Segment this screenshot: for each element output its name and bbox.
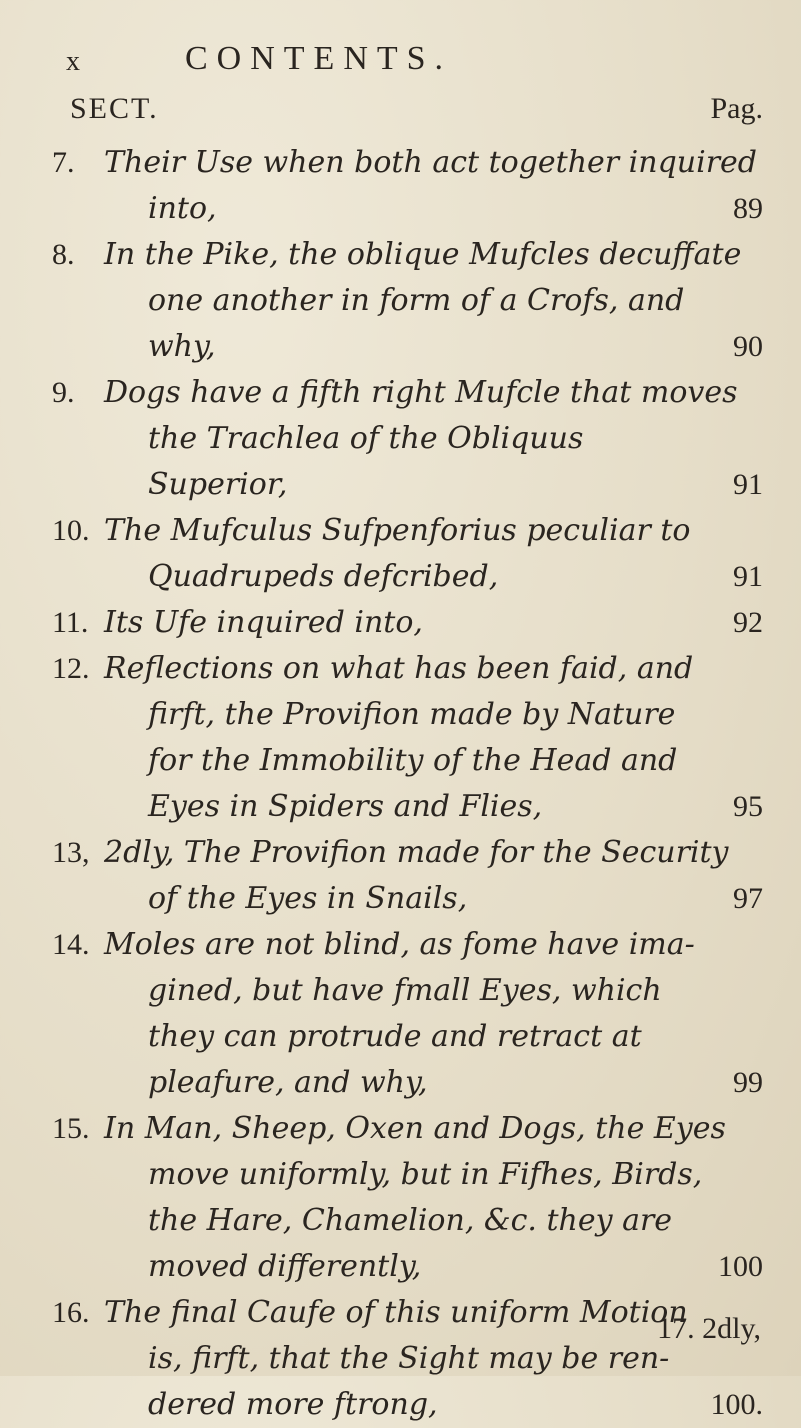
entry-text: Their Use when both act together inquired [104, 145, 758, 180]
entry-line [0, 462, 801, 508]
page-number: 91 [733, 560, 763, 593]
section-number: 7. [52, 146, 75, 179]
entry-text: The Mufculus Sufpenforius peculiar to [104, 513, 691, 548]
contents-entry [0, 922, 801, 1106]
entry-line [0, 646, 801, 692]
entry-line [0, 1198, 801, 1244]
section-number: 14. [52, 928, 90, 961]
entry-line [0, 738, 801, 784]
section-number: 11. [52, 606, 89, 639]
entry-text: move uniformly, but in Fifhes, Birds, [148, 1157, 703, 1192]
entry-line [0, 1152, 801, 1198]
entry-line [0, 600, 801, 646]
entry-line [0, 1060, 801, 1106]
contents-entry [0, 370, 801, 508]
entry-line [0, 232, 801, 278]
entry-text: firft, the Provifion made by Nature [148, 697, 676, 732]
entry-line [0, 1382, 801, 1428]
section-heading: SECT. [70, 92, 159, 125]
entry-line [0, 922, 801, 968]
page-number: 100. [710, 1388, 763, 1421]
contents-entry [0, 508, 801, 600]
catchword: 17. 2dly, [657, 1312, 761, 1345]
entry-text: Quadrupeds defcribed, [148, 559, 499, 594]
entry-line [0, 140, 801, 186]
contents-entry [0, 232, 801, 370]
section-number: 13, [52, 836, 90, 869]
entry-text: moved differently, [148, 1249, 422, 1284]
entry-line [0, 876, 801, 922]
entry-text: is, firft, that the Sight may be ren- [148, 1341, 670, 1376]
page-number: 95 [733, 790, 763, 823]
entry-text: into, [148, 191, 217, 226]
entry-line [0, 1244, 801, 1290]
section-number: 15. [52, 1112, 90, 1145]
entry-text: Moles are not blind, as fome have ima- [104, 927, 695, 962]
header-mark: x [66, 46, 80, 77]
entry-line [0, 1014, 801, 1060]
entry-line [0, 416, 801, 462]
page-header [0, 40, 801, 80]
entry-text: the Trachlea of the Obliquus [148, 421, 584, 456]
page-number: 99 [733, 1066, 763, 1099]
section-number: 16. [52, 1296, 90, 1329]
contents-entry [0, 646, 801, 830]
contents-entry [0, 1290, 801, 1428]
page-number: 90 [733, 330, 763, 363]
section-number: 8. [52, 238, 75, 271]
entry-text: dered more ftrong, [148, 1387, 438, 1422]
section-number: 10. [52, 514, 90, 547]
contents-list [0, 140, 801, 1428]
entry-text: Eyes in Spiders and Flies, [148, 789, 543, 824]
contents-entry [0, 140, 801, 232]
entry-line [0, 324, 801, 370]
page-number: 91 [733, 468, 763, 501]
entry-line [0, 968, 801, 1014]
entry-line [0, 692, 801, 738]
page-number: 100 [718, 1250, 763, 1283]
entry-line [0, 278, 801, 324]
page-heading: Pag. [710, 92, 763, 125]
page-number: 92 [733, 606, 763, 639]
entry-line [0, 554, 801, 600]
entry-text: the Hare, Chamelion, &c. they are [148, 1203, 673, 1238]
entry-text: Reflections on what has been faid, and [104, 651, 694, 686]
entry-text: The final Caufe of this uniform Motion [104, 1295, 688, 1330]
entry-text: 2dly, The Provifion made for the Security [104, 835, 729, 870]
entry-text: pleafure, and why, [148, 1065, 428, 1100]
contents-entry [0, 830, 801, 922]
entry-text: one another in form of a Crofs, and [148, 283, 685, 318]
page-title: CONTENTS. [185, 40, 453, 77]
entry-line [0, 1106, 801, 1152]
entry-line [0, 508, 801, 554]
entry-line [0, 784, 801, 830]
entry-line [0, 370, 801, 416]
entry-text: for the Immobility of the Head and [148, 743, 678, 778]
entry-line [0, 830, 801, 876]
entry-text: In the Pike, the oblique Mufcles decuffate [104, 237, 742, 272]
entry-text: gined, but have fmall Eyes, which [148, 973, 662, 1008]
entry-text: Dogs have a fifth right Mufcle that moves [104, 375, 738, 410]
page-number: 89 [733, 192, 763, 225]
entry-text: they can protrude and retract at [148, 1019, 642, 1054]
contents-entry [0, 600, 801, 646]
entry-text: In Man, Sheep, Oxen and Dogs, the Eyes [104, 1111, 726, 1146]
entry-line [0, 186, 801, 232]
page-number: 97 [733, 882, 763, 915]
contents-entry [0, 1106, 801, 1290]
entry-text: Its Ufe inquired into, [104, 605, 423, 640]
section-number: 12. [52, 652, 90, 685]
entry-text: of the Eyes in Snails, [148, 881, 468, 916]
section-number: 9. [52, 376, 75, 409]
entry-text: why, [148, 329, 216, 364]
entry-text: Superior, [148, 467, 288, 502]
column-headings [0, 92, 801, 132]
